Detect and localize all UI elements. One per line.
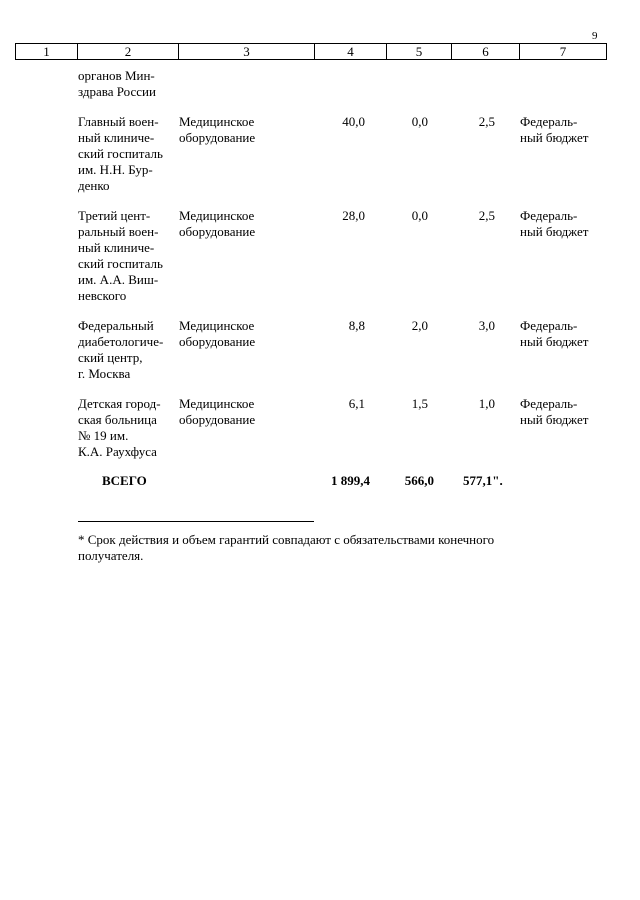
column-header-1: 1 xyxy=(16,44,78,60)
column-header-6: 6 xyxy=(452,44,520,60)
row-value-col6: 2,5 xyxy=(478,208,495,223)
column-header-2: 2 xyxy=(78,44,179,60)
row-funding-source: Федераль- ный бюджет xyxy=(520,208,589,239)
row-value-col4: 6,1 xyxy=(348,396,365,411)
row-value-col5: 1,5 xyxy=(411,396,428,411)
row-recipient-name: Главный воен- ный клиниче- ский госпиталь им. Н.Н. Бур- денко xyxy=(78,114,163,193)
row-value-col5: 0,0 xyxy=(411,208,428,223)
row-guarantee-type: Медицинское оборудование xyxy=(179,396,256,427)
row-recipient-name: Детская город- ская больница № 19 им. К.А. Раухфуса xyxy=(78,396,161,459)
continuation-text: органов Мин- здрава России xyxy=(78,68,156,99)
page-number: 9 xyxy=(592,30,598,42)
row-recipient-name: Федеральный диабетологиче- ский центр, г. Москва xyxy=(78,318,164,381)
column-header-5: 5 xyxy=(387,44,452,60)
column-header-7: 7 xyxy=(520,44,607,60)
total-value-col4: 1 899,4 xyxy=(331,473,370,488)
row-value-col5: 2,0 xyxy=(411,318,428,333)
row-value-col4: 8,8 xyxy=(348,318,365,333)
footnote: * Срок действия и объем гарантий совпадают с обязательствами конечного получателя. xyxy=(78,532,495,563)
total-value-col6: 577,1". xyxy=(463,473,503,488)
total-label: ВСЕГО xyxy=(102,473,147,488)
row-funding-source: Федераль- ный бюджет xyxy=(520,396,589,427)
row-funding-source: Федераль- ный бюджет xyxy=(520,114,589,145)
column-header-3: 3 xyxy=(179,44,315,60)
row-value-col6: 1,0 xyxy=(478,396,495,411)
row-guarantee-type: Медицинское оборудование xyxy=(179,114,256,145)
row-guarantee-type: Медицинское оборудование xyxy=(179,318,256,349)
row-recipient-name: Третий цент- ральный воен- ный клиниче- ский госпиталь им. А.А. Виш- невского xyxy=(78,208,163,303)
column-number-header xyxy=(15,43,607,60)
row-value-col4: 40,0 xyxy=(342,114,365,129)
row-value-col6: 2,5 xyxy=(478,114,495,129)
row-value-col5: 0,0 xyxy=(411,114,428,129)
row-guarantee-type: Медицинское оборудование xyxy=(179,208,256,239)
footnote-separator xyxy=(78,521,314,522)
column-header-4: 4 xyxy=(315,44,387,60)
total-value-col5: 566,0 xyxy=(404,473,434,488)
row-value-col4: 28,0 xyxy=(342,208,365,223)
row-funding-source: Федераль- ный бюджет xyxy=(520,318,589,349)
row-value-col6: 3,0 xyxy=(478,318,495,333)
